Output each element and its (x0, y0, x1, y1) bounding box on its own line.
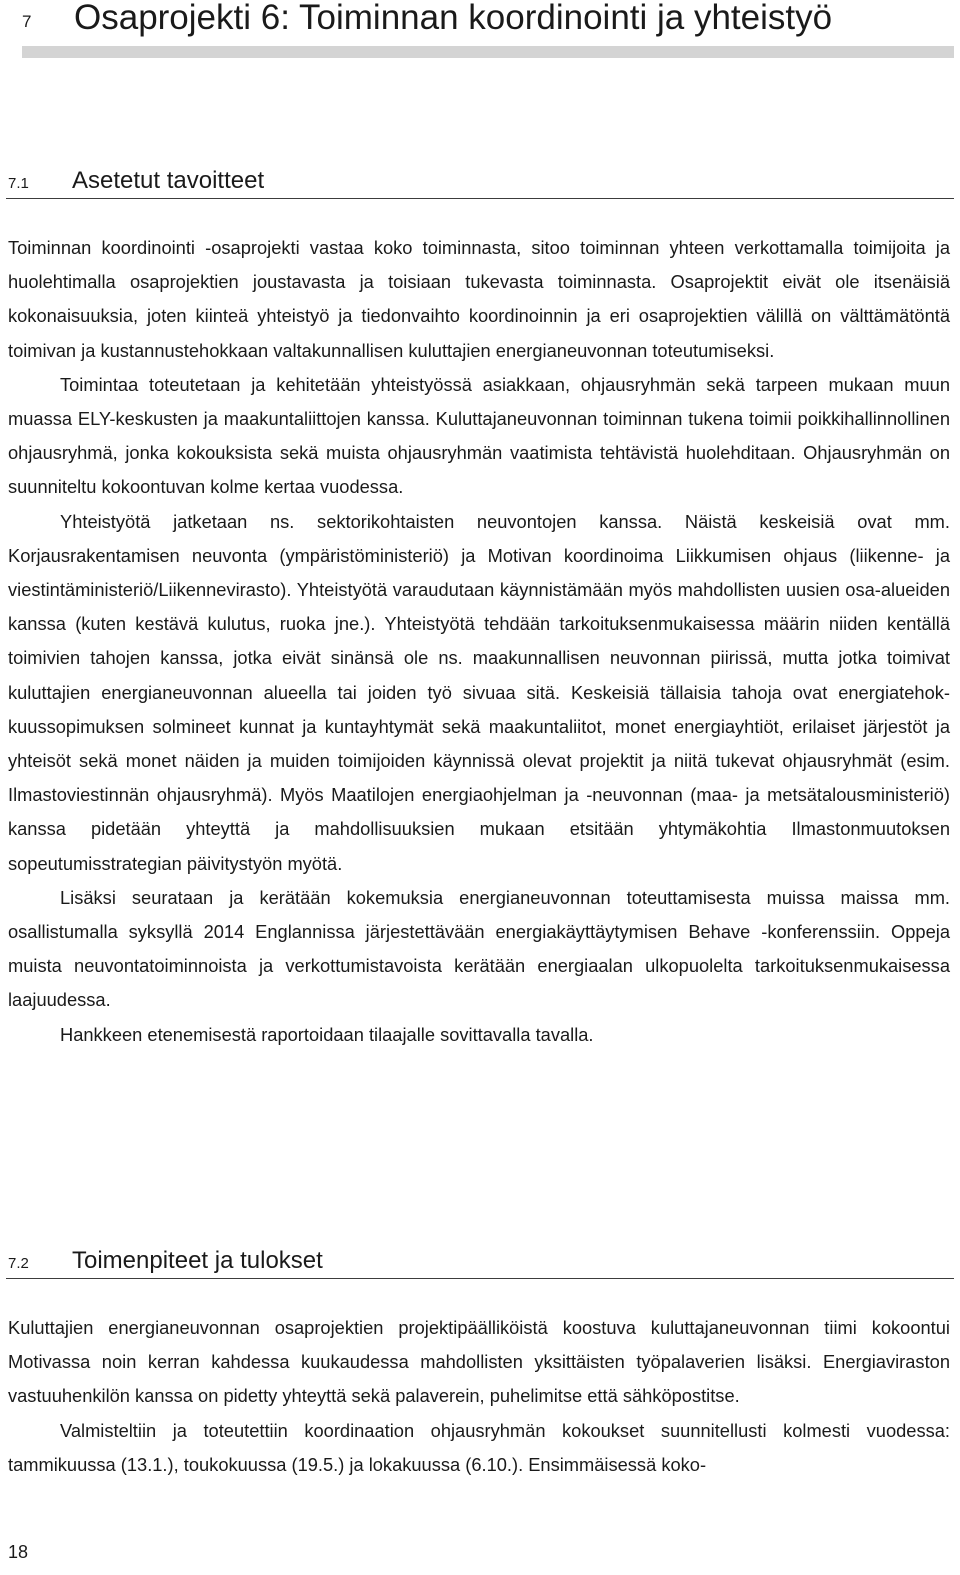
section-title: Asetetut tavoitteet (72, 167, 265, 194)
paragraph: Kuluttajien energianeuvonnan osaprojektien projektipäälliköistä koostuva kuluttajaneuvonnan tiimi kokoontui Motivassa noin kerran kahdessa kuukaudessa mahdollisten yksittäisten työpalaverien lisäksi. Energiaviraston vastuuhenkilön kanssa on pidetty yhteyttä sekä palaverein, puhelimitse että sähköpostitse. (8, 1317, 950, 1407)
section-number: 7.2 (8, 1255, 29, 1272)
chapter-rule (22, 46, 954, 58)
chapter-number: 7 (22, 12, 32, 31)
section-7-1-body (8, 231, 950, 1052)
page-number: 18 (8, 1542, 29, 1562)
section-heading-7-1 (6, 166, 954, 199)
section-heading-7-2 (6, 1246, 954, 1279)
paragraph: Toiminnan koordinointi -osaprojekti vastaa koko toiminnasta, sitoo toiminnan yhteen verkottamalla toimijoita ja huolehtimalla osaprojektien joustavasta ja toisiaan tukevasta toiminnasta. Osaprojektit eivät ole itsenäisiä kokonaisuuksia, joten kiinteä yhteistyö ja tiedonvaihto koordinoinnin ja eri osaprojektien välillä on välttämätöntä toimivan ja kustannustehokkaan valtakunnallisen kuluttajien energianeuvonnan toteutumiseksi. (8, 237, 950, 361)
paragraph: Valmisteltiin ja toteutettiin koordinaation ohjausryhmän kokoukset suunnitellusti kolmesti vuodessa: tammikuussa (13.1.), toukokuussa (19.5.) ja lokakuussa (6.10.). Ensimmäisessä koko- (8, 1419, 950, 1475)
chapter-header (0, 0, 960, 46)
section-number: 7.1 (8, 175, 29, 192)
section-7-2-body (8, 1311, 950, 1482)
paragraph: Hankkeen etenemisestä raportoidaan tilaajalle sovittavalla tavalla. (60, 1023, 594, 1045)
section-title: Toimenpiteet ja tulokset (72, 1247, 323, 1274)
paragraph: Toimintaa toteutetaan ja kehitetään yhteistyössä asiakkaan, ohjausryhmän sekä tarpeen mukaan muun muassa ELY-keskusten ja maakuntaliittojen kanssa. Kuluttajaneuvonnan toiminnan tukena toimii poikkihallinnollinen ohjausryhmä, jonka kokouksista sekä muista ohjausryhmän vaatimista tehtävistä huolehditaan. Ohjausryhmän on suunniteltu kokoontuvan kolme kertaa vuodessa. (8, 373, 950, 498)
paragraph: Yhteistyötä jatketaan ns. sektorikohtaisten neuvontojen kanssa. Näistä keskeisiä ovat mm. Korjausrakentamisen neuvonta (ympäristöministeriö) ja Motivan koordinoima Liikkumisen ohjaus (liikenne- ja viestintäministeriö/Liikennevirasto). Yhteistyötä varaudutaan käynnistämään myös mahdollisten uusien osa-alueiden kanssa (kuten kestävä kulutus, ruoka jne.). Yhteistyötä tehdään tarkoituksenmukaisessa määrin niiden kentällä toimivien tahojen kanssa, jotka eivät sinänsä ole ns. maakunnallisen neuvonnan piirissä, mutta jotka toimivat kuluttajien energianeuvonnan alueella tai joiden työ sivuaa sitä. Keskeisiä tällaisia tahoja ovat energiatehokkuussopimuksen solmineet kunnat ja kuntayhtymät sekä maakuntaliitot, monet energiayhtiöt, erilaiset järjestöt ja yhteisöt sekä monet näiden ja muiden toimijoiden käynnissä olevat projektit ja niitä tukevat ohjausryhmät (esim. Ilmastoviestinnän ohjausryhmä). Myös Maatilojen energiaohjelman ja -neuvonnan (maa- ja metsätalousministeriö) kanssa pidetään yhteyttä ja mahdollisuuksien mukaan etsitään yhtymäkohtia Ilmastonmuutoksen sopeutumisstrategian päivitystyön myötä. (8, 510, 950, 874)
paragraph: Lisäksi seurataan ja kerätään kokemuksia energianeuvonnan toteuttamisesta muissa maissa mm. osallistumalla syksyllä 2014 Englannissa järjestettävään energiakäyttäytymisen Behave -konferenssiin. Oppeja muista neuvontatoiminnoista ja verkottumistavoista kerätään energiaalan ulkopuolelta tarkoituksenmukaisessa laajuudessa. (8, 886, 950, 1011)
chapter-title: Osaprojekti 6: Toiminnan koordinointi ja yhteistyö (74, 0, 833, 37)
